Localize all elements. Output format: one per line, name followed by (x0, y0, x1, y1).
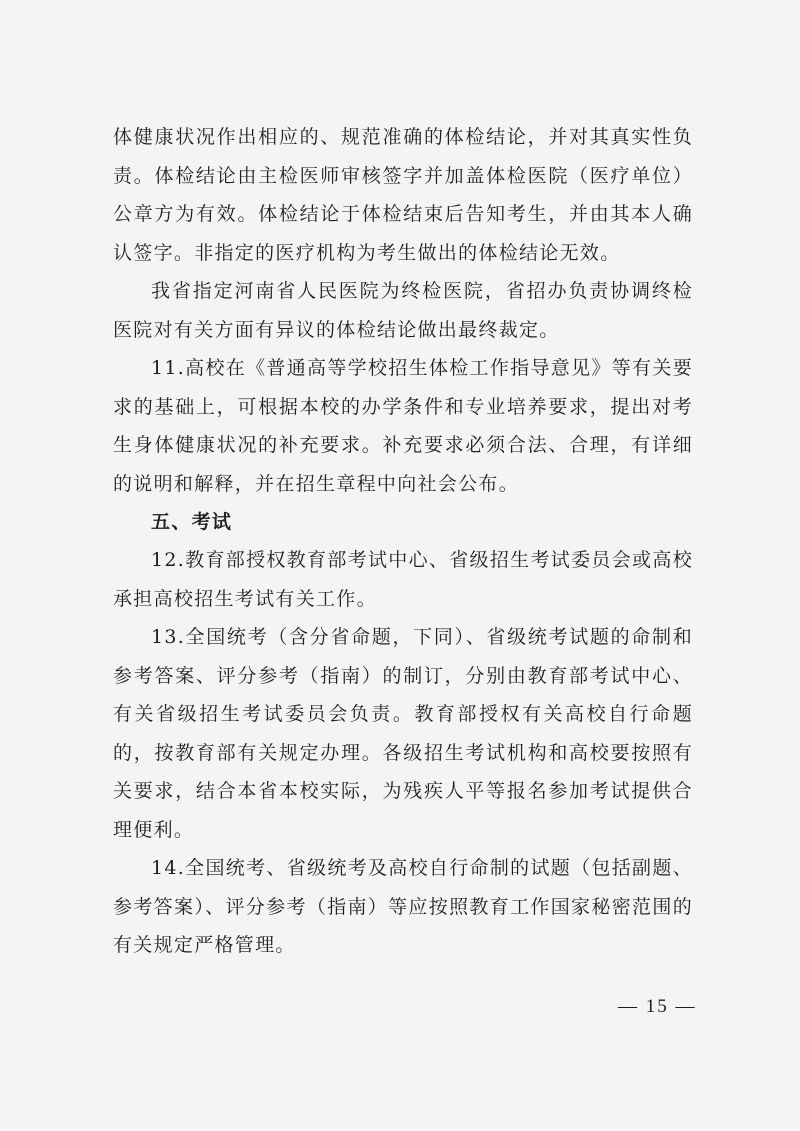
paragraph-item-11: 11.高校在《普通高等学校招生体检工作指导意见》等有关要求的基础上，可根据本校的办学条件和专业培养要求，提出对考生身体健康状况的补充要求。补充要求必须合法、合理，有详细的说明和解释，并在招生章程中向社会公布。 (113, 357, 693, 495)
paragraph-item-14: 14.全国统考、省级统考及高校自行命制的试题（包括副题、参考答案）、评分参考（指南）等应按照教育工作国家秘密范围的有关规定严格管理。 (113, 857, 693, 956)
paragraph-item-12: 12.教育部授权教育部考试中心、省级招生考试委员会或高校承担高校招生考试有关工作。 (113, 549, 693, 610)
paragraph-health-conclusion: 体健康状况作出相应的、规范准确的体检结论，并对其真实性负责。体检结论由主检医师审核签字并加盖体检医院（医疗单位）公章方为有效。体检结论于体检结束后告知考生，并由其本人确认签字。非指定的医疗机构为考生做出的体检结论无效。 (113, 126, 693, 264)
section-heading-exam: 五、考试 (151, 511, 233, 533)
paragraph-final-hospital: 我省指定河南省人民医院为终检医院，省招办负责协调终检医院对有关方面有异议的体检结论做出最终裁定。 (113, 280, 693, 341)
page-number: — 15 — (618, 996, 697, 1017)
paragraph-item-13: 13.全国统考（含分省命题，下同）、省级统考试题的命制和参考答案、评分参考（指南）的制订，分别由教育部考试中心、有关省级招生考试委员会负责。教育部授权有关高校自行命题的，按教育部有关规定办理。各级招生考试机构和高校要按照有关要求，结合本省本校实际，为残疾人平等报名参加考试提供合理便利。 (113, 626, 693, 841)
